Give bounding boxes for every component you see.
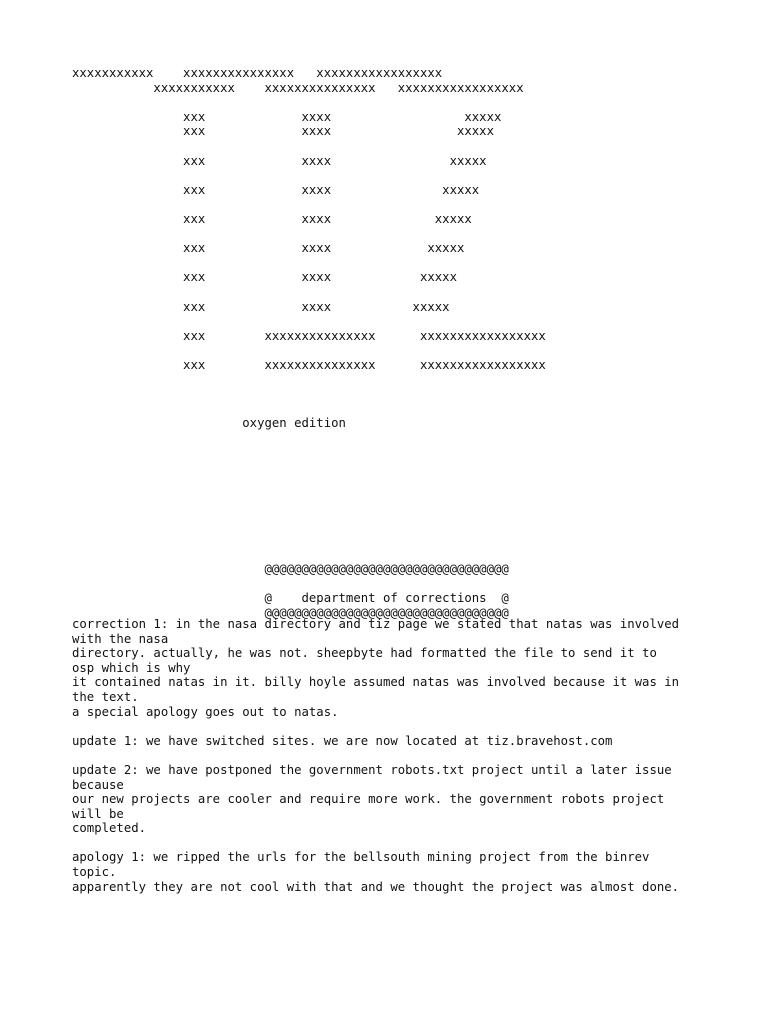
banner-line: xxx xxxx xxxxx bbox=[72, 109, 502, 124]
text-line: update 2: we have postponed the government robots.txt project until a later issue bbox=[72, 762, 672, 777]
text-line: apparently they are not cool with that and we thought the project was almost done. bbox=[72, 879, 680, 894]
text-line: correction 1: in the nasa directory and tiz page we stated that natas was involved bbox=[72, 616, 680, 631]
banner-line bbox=[72, 227, 762, 242]
banner-line: xxx xxxx xxxxx bbox=[72, 299, 450, 314]
banner-line bbox=[72, 314, 762, 329]
text-line: with the nasa bbox=[72, 631, 169, 646]
banner-line: xxxxxxxxxxx xxxxxxxxxxxxxxx xxxxxxxxxxxxxxxxx bbox=[72, 80, 524, 95]
ascii-banner bbox=[72, 66, 762, 431]
text-line: completed. bbox=[72, 821, 147, 836]
banner-line bbox=[72, 197, 762, 212]
box-border-top: @@@@@@@@@@@@@@@@@@@@@@@@@@@@@@@@@ bbox=[72, 562, 509, 577]
text-line: because bbox=[72, 777, 124, 792]
banner-line bbox=[72, 168, 762, 183]
banner-line: xxx xxxx xxxxx bbox=[72, 153, 487, 168]
banner-line bbox=[72, 285, 762, 300]
text-line: a special apology goes out to natas. bbox=[72, 704, 339, 719]
box-title: @ department of corrections @ bbox=[72, 591, 509, 606]
corrections-header-box bbox=[72, 562, 762, 620]
update-2 bbox=[72, 763, 762, 836]
banner-line: xxx xxxxxxxxxxxxxxx xxxxxxxxxxxxxxxxx bbox=[72, 328, 546, 343]
banner-line: xxx xxxx xxxxx bbox=[72, 211, 472, 226]
text-line: osp which is why bbox=[72, 660, 191, 675]
correction-1 bbox=[72, 617, 762, 719]
banner-line bbox=[72, 139, 762, 154]
document-page bbox=[72, 66, 762, 894]
edition-label: oxygen edition bbox=[72, 416, 346, 431]
text-line: update 1: we have switched sites. we are now located at tiz.bravehost.com bbox=[72, 733, 613, 748]
text-line: directory. actually, he was not. sheepbyte had formatted the file to send it to bbox=[72, 646, 657, 661]
text-line: it contained natas in it. billy hoyle assumed natas was involved because it was in bbox=[72, 675, 680, 690]
text-line: apology 1: we ripped the urls for the bellsouth mining project from the binrev bbox=[72, 850, 650, 865]
box-border-bottom: @@@@@@@@@@@@@@@@@@@@@@@@@@@@@@@@@ bbox=[72, 605, 509, 620]
banner-line bbox=[72, 343, 762, 358]
banner-line: xxx xxxx xxxxx bbox=[72, 241, 465, 256]
text-line: the text. bbox=[72, 689, 139, 704]
apology-1 bbox=[72, 850, 762, 894]
text-line: topic. bbox=[72, 865, 117, 880]
banner-line bbox=[72, 95, 762, 110]
banner-line: xxx xxxx xxxxx bbox=[72, 182, 480, 197]
text-line: will be bbox=[72, 806, 124, 821]
update-1 bbox=[72, 734, 762, 749]
banner-line: xxxxxxxxxxx xxxxxxxxxxxxxxx xxxxxxxxxxxxxxxxx bbox=[72, 66, 443, 80]
banner-line bbox=[72, 256, 762, 271]
banner-line: xxx xxxx xxxxx bbox=[72, 124, 494, 139]
text-line: our new projects are cooler and require more work. the government robots project bbox=[72, 792, 665, 807]
banner-line: xxx xxxxxxxxxxxxxxx xxxxxxxxxxxxxxxxx bbox=[72, 357, 546, 372]
banner-line: xxx xxxx xxxxx bbox=[72, 270, 457, 285]
